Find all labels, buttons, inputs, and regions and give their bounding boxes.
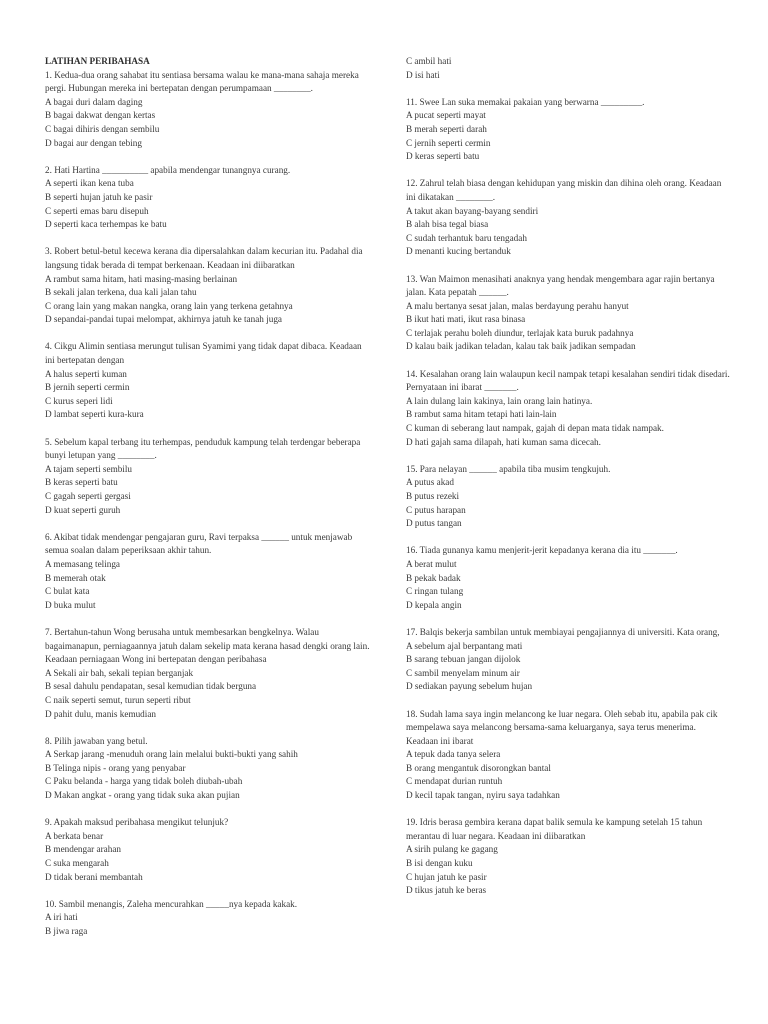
question-text: 1. Kedua-dua orang sahabat itu sentiasa bersama walau ke mana-mana sahaja mereka pergi. Hubungan mereka ini bertepatan dengan perumpamaan ________. [45,69,359,94]
question-block [406,544,730,612]
answer-option[interactable]: D lambat seperti kura-kura [45,409,144,420]
question-block [406,273,730,355]
question-text: 12. Zahrul telah biasa dengan kehidupan yang miskin dan dihina oleh orang. Keadaan ini dikatakan ________. [406,178,722,202]
answer-option[interactable]: B putus rezeki [406,491,460,501]
question-text: 14. Kesalahan orang lain walaupun kecil nampak tetapi kesalahan sendiri tidak disedari. Pernyataan ini ibarat _______. [406,368,730,393]
question-text: 15. Para nelayan ______ apabila tiba musim tengkujuh. [406,463,611,474]
question-block [45,531,370,613]
worksheet-title: LATIHAN PERIBAHASA [45,56,150,66]
answer-option[interactable]: D menanti kucing bertanduk [406,246,511,257]
question-block [45,164,370,232]
answer-option[interactable]: B sesal dahulu pendapatan, sesal kemudian tidak berguna [45,681,257,692]
answer-option[interactable]: A sebelum ajal berpantang mati [406,640,523,651]
question-text: 17. Balqis bekerja sambilan untuk membiayai pengajiannya di universiti. Kata orang, [406,626,720,637]
question-text: 13. Wan Maimon menasihati anaknya yang hendak mengembara agar rajin bertanya jalan. Kata pepatah ______. [406,273,715,298]
answer-option[interactable]: D keras seperti batu [406,151,480,162]
answer-option[interactable]: A pucat seperti mayat [406,110,486,121]
answer-option[interactable]: B bagai dakwat dengan kertas [45,110,156,121]
right-question-list [406,96,730,898]
answer-option[interactable]: A berat mulut [406,558,457,569]
question-text: 5. Sebelum kapal terbang itu terhempas, penduduk kampung telah terdengar beberapa bunyi letupan yang ________. [45,436,361,461]
answer-option[interactable]: A takut akan bayang-bayang sendiri [406,205,539,216]
answer-option[interactable]: B ikut hati mati, ikut rasa binasa [406,314,526,325]
answer-option[interactable]: B keras seperti batu [45,477,118,488]
question-text: 6. Akibat tidak mendengar pengajaran guru, Ravi terpaksa ______ untuk menjawab semua soalan dalam peperiksaan akhir tahun. [45,531,353,556]
question-text: 3. Robert betul-betul kecewa kerana dia dipersalahkan dalam kecurian itu. Padahal dia langsung tidak berada di tempat berkenaan. Keadaan ini diibaratkan [45,246,363,270]
answer-option[interactable]: C mendapat durian runtuh [406,776,503,787]
answer-option[interactable]: C hujan jatuh ke pasir [406,871,487,882]
answer-option[interactable]: D isi hati [406,69,440,80]
question-block [45,898,370,939]
question-block [406,463,730,531]
question-text: 7. Bertahun-tahun Wong berusaha untuk membesarkan bengkelnya. Walau bagaimanapun, perniagaannya jatuh dalam sekelip mata kerana hasad dengki orang lain. Keadaan perniagaan Wong ini bertepatan dengan peribahasa [45,626,370,665]
answer-option[interactable]: D tidak berani membantah [45,871,143,882]
answer-option[interactable]: D hati gajah sama dilapah, hati kuman sama dicecah. [406,436,601,447]
answer-option[interactable]: A putus akad [406,477,454,488]
answer-option[interactable]: B alah bisa tegal biasa [406,219,489,230]
answer-option[interactable]: D bagai aur dengan tebing [45,137,142,148]
question-block [406,708,730,803]
question-10-continued [406,55,730,82]
answer-option[interactable]: C kuman di seberang laut nampak, gajah di depan mata tidak nampak. [406,423,664,434]
answer-option[interactable]: C seperti emas baru disepuh [45,205,149,216]
question-text: 16. Tiada gunanya kamu menjerit-jerit kepadanya kerana dia itu _______. [406,545,678,556]
answer-option[interactable]: A iri hati [45,912,78,923]
answer-option[interactable]: B jernih seperti cermin [45,382,130,393]
question-block [45,626,370,721]
answer-option[interactable]: D sediakan payung sebelum hujan [406,681,533,692]
answer-option[interactable]: C ringan tulang [406,586,464,597]
answer-option[interactable]: B jiwa raga [45,926,88,936]
question-block [45,436,370,518]
answer-option[interactable]: A tepuk dada tanya selera [406,749,501,760]
answer-option[interactable]: A rambut sama hitam, hati masing-masing berlainan [45,273,238,284]
answer-option[interactable]: C gagah seperti gergasi [45,491,131,501]
answer-option[interactable]: C naik seperti semut, turun seperti ribut [45,694,191,705]
answer-option[interactable]: B mendengar arahan [45,844,122,855]
answer-option[interactable]: B rambut sama hitam tetapi hati lain-lain [406,409,557,420]
question-block [406,368,730,450]
answer-option[interactable]: C terlajak perahu boleh diundur, terlajak kata buruk padahnya [406,327,634,338]
answer-option[interactable]: B memerah otak [45,572,106,583]
question-block [406,96,730,164]
answer-option[interactable]: D kecil tapak tangan, nyiru saya tadahkan [406,790,560,801]
answer-option[interactable]: B seperti hujan jatuh ke pasir [45,191,153,202]
left-question-list [45,69,370,939]
question-text: 8. Pilih jawaban yang betul. [45,735,148,746]
question-block [45,735,370,803]
question-block [45,816,370,884]
question-text: 2. Hati Hartina __________ apabila mendengar tunangnya curang. [45,164,291,175]
answer-option[interactable]: C suka mengarah [45,858,109,869]
answer-option[interactable]: C putus harapan [406,504,466,515]
question-block [406,816,730,898]
answer-option[interactable]: C kurus seperi lidi [45,395,113,406]
answer-option[interactable]: B Telinga nipis - orang yang penyabar [45,762,186,773]
answer-option[interactable]: C bulat kata [45,586,90,597]
answer-option[interactable]: D kuat seperti guruh [45,504,121,515]
answer-option[interactable]: A berkata benar [45,830,104,841]
question-text: 11. Swee Lan suka memakai pakaian yang berwarna _________. [406,96,645,107]
answer-option[interactable]: A seperti ikan kena tuba [45,178,134,189]
answer-option[interactable]: D pahit dulu, manis kemudian [45,708,156,719]
answer-option[interactable]: B sekali jalan terkena, dua kali jalan tahu [45,287,197,298]
answer-option[interactable]: C jernih seperti cermin [406,137,491,148]
answer-option[interactable]: A Serkap jarang -menuduh orang lain melalui bukti-bukti yang sahih [45,749,298,760]
answer-option[interactable]: A malu bertanya sesat jalan, malas berdayung perahu hanyut [406,300,629,311]
right-column [406,55,730,911]
answer-option[interactable]: A halus seperti kuman [45,368,127,379]
answer-option[interactable]: C Paku belanda - harga yang tidak boleh diubah-ubah [45,776,243,787]
answer-option[interactable]: B orang mengantuk disorongkan bantal [406,762,551,773]
answer-option[interactable]: C sambil menyelam minum air [406,667,520,678]
answer-option[interactable]: D tikus jatuh ke beras [406,885,487,896]
question-block [45,340,370,422]
answer-option[interactable]: C sudah terhantuk baru tengadah [406,232,527,243]
question-text: 18. Sudah lama saya ingin melancong ke luar negara. Oleh sebab itu, apabila pak cik mempelawa saya melancong bersama-sama keluarganya, saya terus menerima. Keadaan ini ibarat [406,708,718,746]
answer-option[interactable]: C orang lain yang makan nangka, orang lain yang terkena getahnya [45,300,293,311]
answer-option[interactable]: D sepandai-pandai tupai melompat, akhirnya jatuh ke tanah juga [45,314,283,325]
answer-option[interactable]: B pekak badak [406,572,461,583]
question-block [406,177,730,259]
question-text: 10. Sambil menangis, Zaleha mencurahkan _____nya kepada kakak. [45,898,298,909]
answer-option[interactable]: A tajam seperti sembilu [45,463,133,474]
answer-option[interactable]: B merah seperti darah [406,123,487,134]
answer-option[interactable]: D buka mulut [45,599,96,610]
answer-option[interactable]: A sirih pulang ke gagang [406,844,498,855]
answer-option[interactable]: A lain dulang lain kakinya, lain orang lain hatinya. [406,395,593,406]
answer-option[interactable]: D kalau baik jadikan teladan, kalau tak baik jadikan sempadan [406,341,636,352]
answer-option[interactable]: D seperti kaca terhempas ke batu [45,219,167,230]
answer-option[interactable]: D kepala angin [406,599,462,610]
answer-option[interactable]: B isi dengan kuku [406,858,473,869]
left-column [45,55,370,952]
question-block [406,626,730,694]
answer-option[interactable]: C bagai dihiris dengan sembilu [45,123,160,134]
question-text: 19. Idris berasa gembira kerana dapat balik semula ke kampung setelah 15 tahun merantau di luar negara. Keadaan ini diibaratkan [406,817,703,841]
answer-option[interactable]: C ambil hati [406,56,452,66]
question-block [45,245,370,327]
answer-option[interactable]: B sarang tebuan jangan dijolok [406,654,521,665]
question-text: 9. Apakah maksud peribahasa mengikut telunjuk? [45,817,229,828]
answer-option[interactable]: A bagai duri dalam daging [45,96,143,107]
question-block [45,69,370,151]
answer-option[interactable]: D Makan angkat - orang yang tidak suka akan pujian [45,790,240,801]
question-text: 4. Cikgu Alimin sentiasa merungut tulisan Syamimi yang tidak dapat dibaca. Keadaan ini bertepatan dengan [45,341,362,366]
answer-option[interactable]: A Sekali air bah, sekali tepian berganjak [45,667,194,678]
answer-option[interactable]: A memasang telinga [45,558,121,569]
answer-option[interactable]: D putus tangan [406,518,462,529]
